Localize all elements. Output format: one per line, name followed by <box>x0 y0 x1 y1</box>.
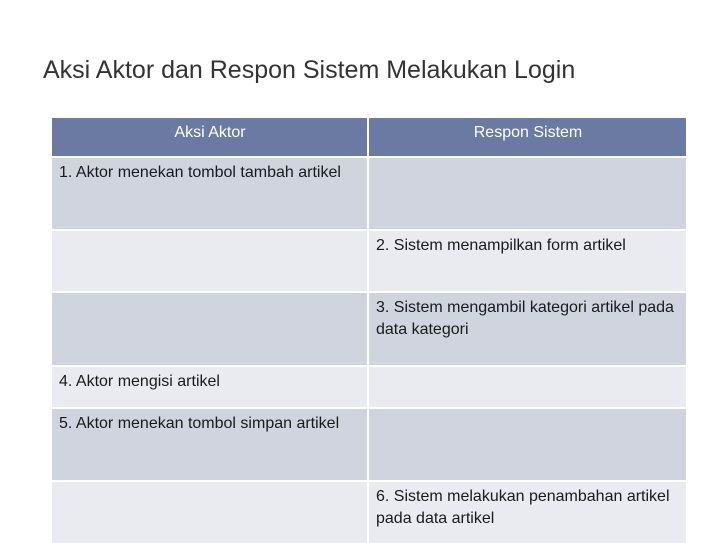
row-5-sistem <box>369 409 686 480</box>
row-4-aktor: 4. Aktor mengisi artikel <box>52 367 367 407</box>
row-4-sistem <box>369 367 686 407</box>
actor-response-table <box>52 118 686 543</box>
header-respon-sistem: Respon Sistem <box>369 118 686 156</box>
row-5-aktor: 5. Aktor menekan tombol simpan artikel <box>52 409 367 480</box>
row-1-sistem <box>369 158 686 229</box>
header-aksi-aktor: Aksi Aktor <box>52 118 367 156</box>
row-3-sistem: 3. Sistem mengambil kategori artikel pada data kategori <box>369 293 686 365</box>
row-6-aktor <box>52 482 367 543</box>
row-3-aktor <box>52 293 367 365</box>
row-2-sistem: 2. Sistem menampilkan form artikel <box>369 231 686 291</box>
page-title: Aksi Aktor dan Respon Sistem Melakukan Login <box>43 56 576 84</box>
row-1-aktor: 1. Aktor menekan tombol tambah artikel <box>52 158 367 229</box>
row-6-sistem: 6. Sistem melakukan penambahan artikel pada data artikel <box>369 482 686 543</box>
row-2-aktor <box>52 231 367 291</box>
